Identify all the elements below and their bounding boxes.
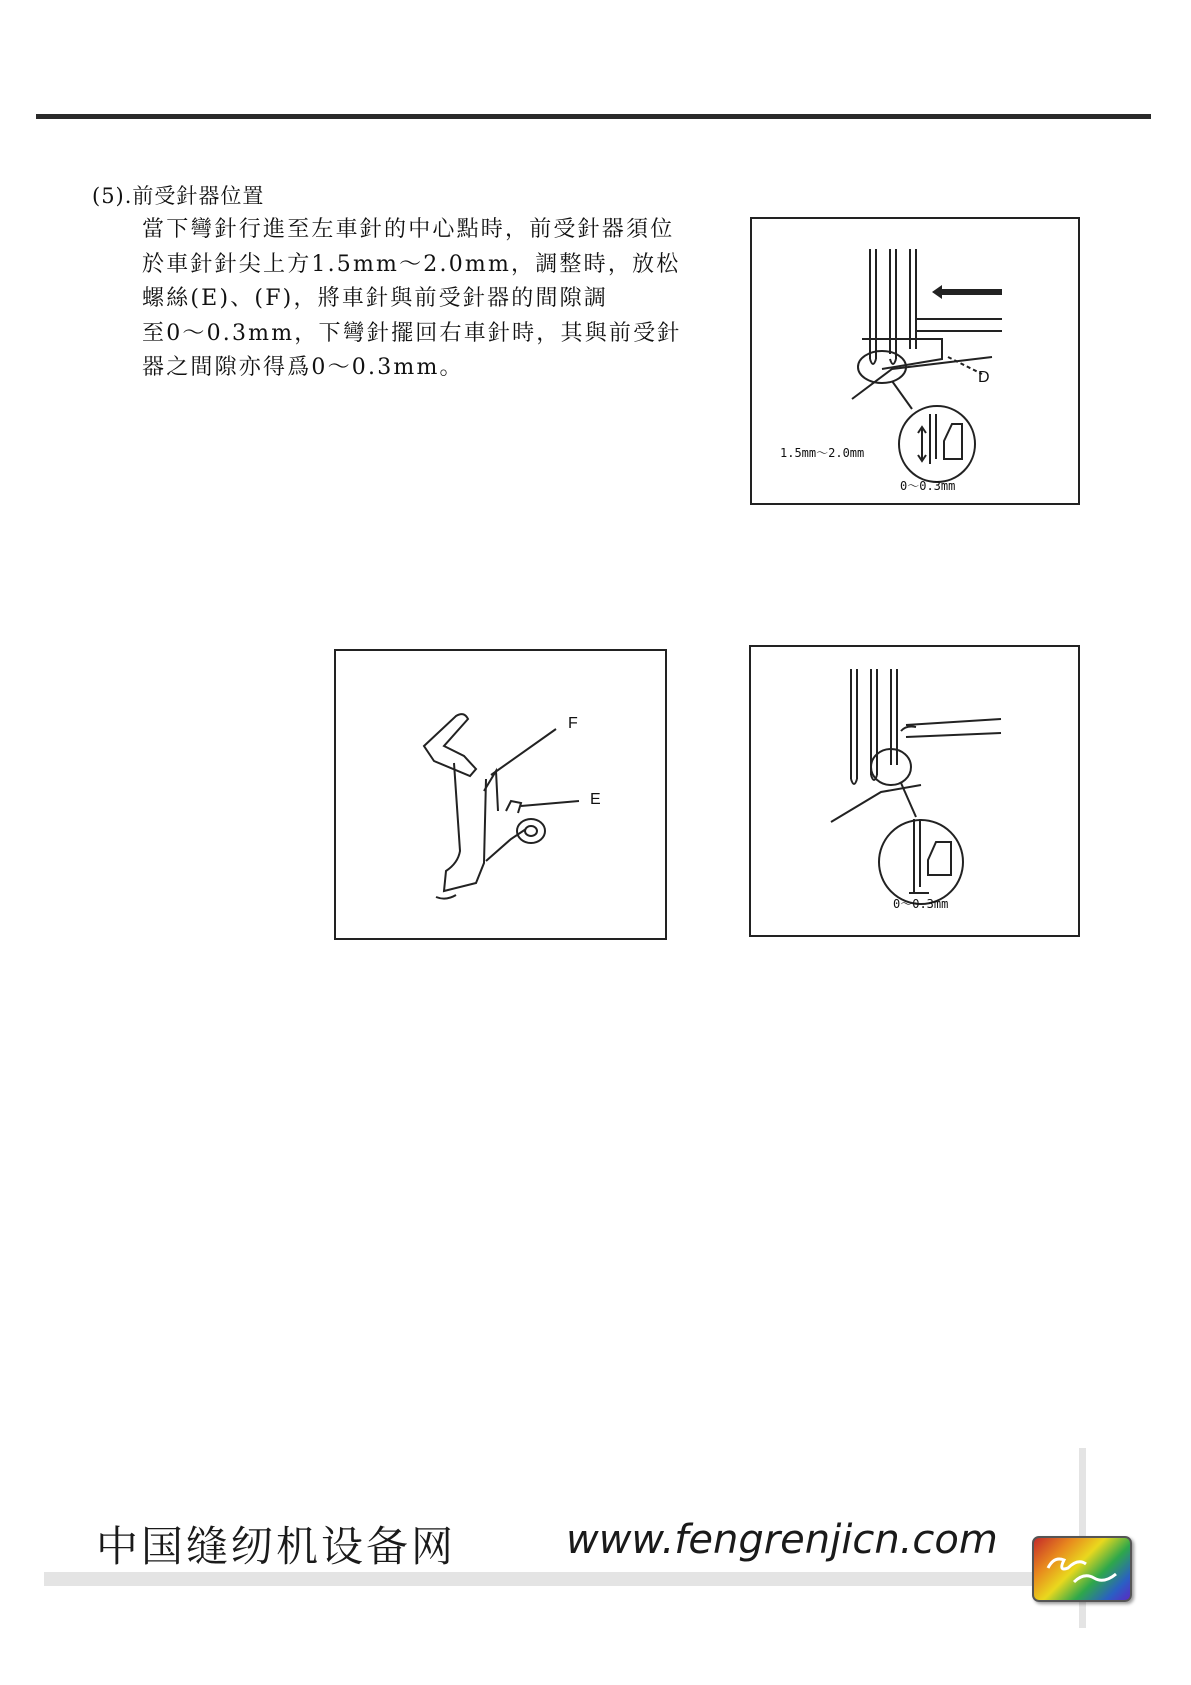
figure-right-needle-gap: [749, 645, 1080, 937]
label-d: D: [978, 369, 990, 386]
paragraph-line: 螺絲(E)、(F)，將車針與前受針器的間隙調: [142, 286, 609, 311]
footer-url[interactable]: www.fengrenjicn.com: [566, 1517, 998, 1563]
figure-needle-guard-height: [750, 217, 1080, 505]
label-e: E: [590, 791, 601, 808]
footer-band: [44, 1572, 1080, 1586]
paragraph-line: 至0～0.3mm，下彎針擺回右車針時，其與前受針: [142, 320, 682, 346]
golden-wheel-logo: [1032, 1536, 1132, 1602]
paragraph-line: 於車針針尖上方1.5mm～2.0mm，調整時，放松: [142, 251, 681, 277]
dim-gap-label: 0～0.3mm: [893, 897, 949, 911]
logo-script-icon: [1034, 1538, 1130, 1600]
right-needle-gap-drawing: [751, 647, 1078, 935]
footer-site-name: 中国缝纫机设备网: [96, 1522, 457, 1571]
instruction-paragraph: [142, 213, 682, 386]
figure-screws-e-f: [334, 649, 667, 940]
needle-guard-bracket-drawing: [336, 651, 665, 938]
paragraph-line: 器之間隙亦得爲0～0.3mm。: [142, 355, 464, 380]
header-rule: [36, 114, 1151, 119]
paragraph-line: 當下彎針行進至左車針的中心點時，前受針器須位: [142, 217, 675, 242]
dim-gap-label: 0～0.3mm: [900, 479, 956, 493]
dim-height-label: 1.5mm～2.0mm: [780, 446, 865, 460]
label-f: F: [568, 715, 578, 732]
section-title: (5).前受針器位置: [92, 184, 265, 208]
